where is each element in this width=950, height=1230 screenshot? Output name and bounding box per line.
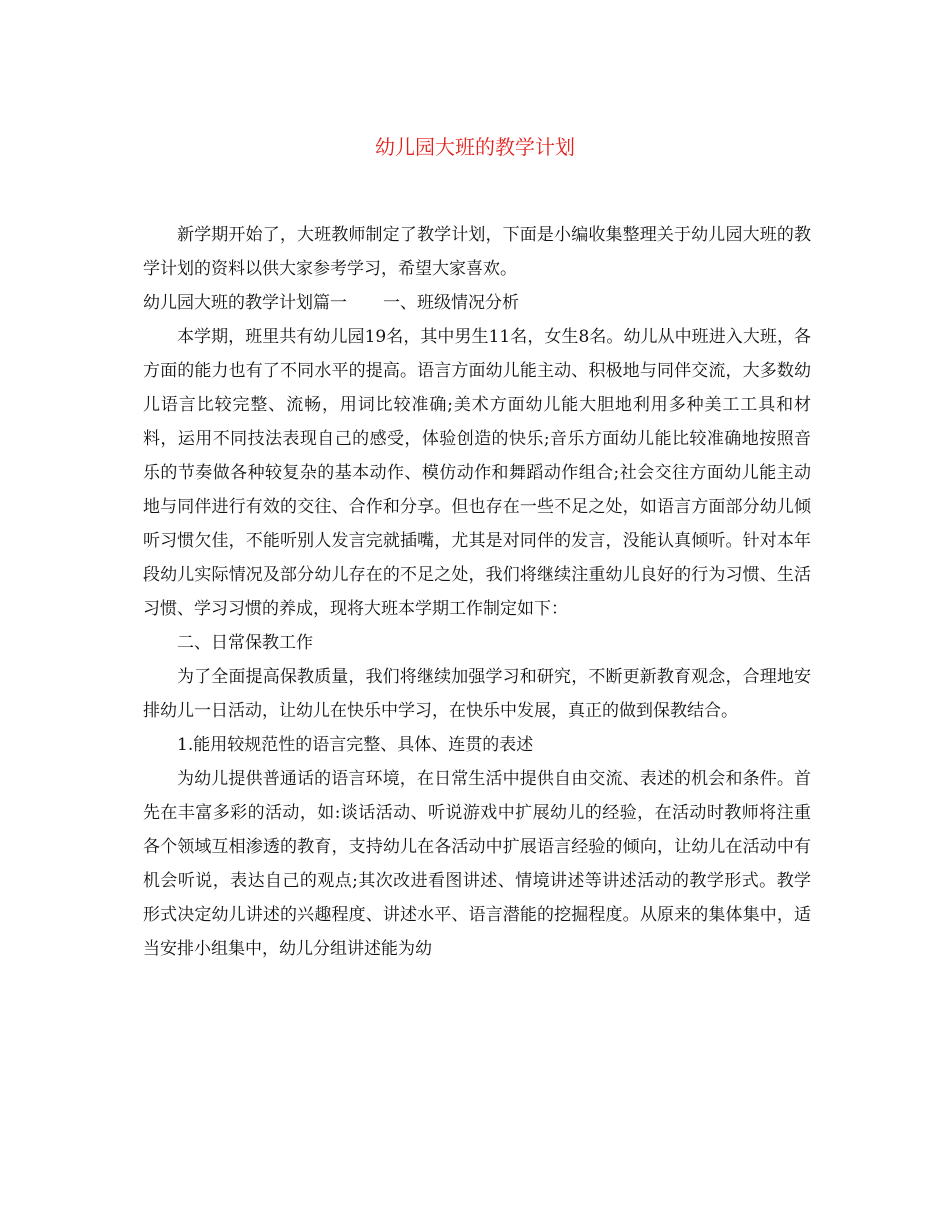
part-heading-line xyxy=(143,286,811,320)
item1-heading: 1.能用较规范性的语言完整、具体、连贯的表述 xyxy=(177,735,534,755)
intro-paragraph: 新学期开始了，大班教师制定了教学计划，下面是小编收集整理关于幼儿园大班的教学计划的资料以供大家参考学习，希望大家喜欢。 xyxy=(143,225,811,279)
part-title: 幼儿园大班的教学计划篇一 xyxy=(143,293,347,313)
document-body xyxy=(143,218,811,966)
section1-heading: 一、班级情况分析 xyxy=(383,293,519,313)
document-title: 幼儿园大班的教学计划 xyxy=(375,135,575,159)
item1-paragraph: 为幼儿提供普通话的语言环境，在日常生活中提供自由交流、表述的机会和条件。首先在丰富多彩的活动，如:谈话活动、听说游戏中扩展幼儿的经验，在活动时教师将注重各个领域互相渗透的教育，支持幼儿在各活动中扩展语言经验的倾向，让幼儿在活动中有机会听说，表达自己的观点;其次改进看图讲述、情境讲述等讲述活动的教学形式。教学形式决定幼儿讲述的兴趣程度、讲述水平、语言潜能的挖掘程度。从原来的集体集中，适当安排小组集中，幼儿分组讲述能为幼 xyxy=(143,769,811,959)
section2-heading: 二、日常保教工作 xyxy=(177,633,313,653)
section2-paragraph: 为了全面提高保教质量，我们将继续加强学习和研究，不断更新教育观念，合理地安排幼儿一日活动，让幼儿在快乐中学习，在快乐中发展，真正的做到保教结合。 xyxy=(143,667,811,721)
section1-paragraph: 本学期，班里共有幼儿园19名，其中男生11名，女生8名。幼儿从中班进入大班，各方面的能力也有了不同水平的提高。语言方面幼儿能主动、积极地与同伴交流，大多数幼儿语言比较完整、流畅，用词比较准确;美术方面幼儿能大胆地利用多种美工工具和材料，运用不同技法表现自己的感受，体验创造的快乐;音乐方面幼儿能比较准确地按照音乐的节奏做各种较复杂的基本动作、模仿动作和舞蹈动作组合;社会交往方面幼儿能主动地与同伴进行有效的交往、合作和分享。但也存在一些不足之处，如语言方面部分幼儿倾听习惯欠佳，不能听别人发言完就插嘴，尤其是对同伴的发言，没能认真倾听。针对本年段幼儿实际情况及部分幼儿存在的不足之处，我们将继续注重幼儿良好的行为习惯、生活习惯、学习习惯的养成，现将大班本学期工作制定如下： xyxy=(143,327,811,619)
